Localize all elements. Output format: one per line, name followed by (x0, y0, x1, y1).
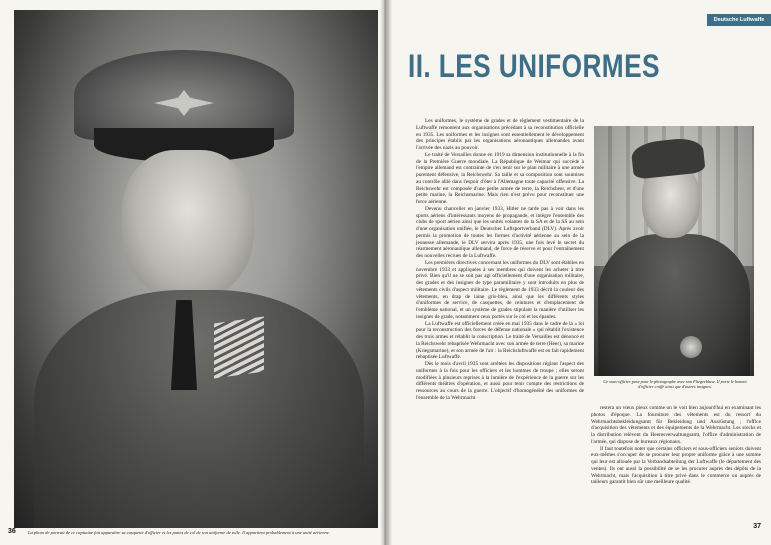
paragraph: La Luftwaffe est officiellement créée en mai 1935 dans le cadre de la « loi pour la reconstruction des forces de défense nationale » qui rétablit l'existence des trois armes et rétablit la conscription. Le traité de Versailles est dénoncé et la Reichswehr rebaptisée Wehrmacht avec son armée de terre (Heer), sa marine (Kriegsmarine), et son armée de l'air : la Reichsluftwaffe est en fait rapidement rebaptisée Luftwaffe. (416, 320, 585, 361)
text-column-right (591, 405, 761, 486)
right-photo-caption: Ce sous-officier pose pour le photographe avec son Fliegerbluse. Il porte le bonnet d'officier coiffé ainsi que d'autres insignes. (603, 379, 747, 390)
uniform-jacket (34, 290, 364, 528)
uniform-jacket (598, 234, 750, 376)
soldier-photo (594, 126, 754, 376)
paragraph: Les uniformes, le système de grades et de règlement vestimentaire de la Luftwaffe remontent aux organisations précédant à sa reconstitution officielle en 1935. Les uniformes et les insignes sont essentiellement le développement des principes établis par les organisations aéronautiques allemandes avant l'arrivée des nazis au pouvoir. (416, 118, 584, 151)
section-tab: Deutsche Luftwaffe (707, 14, 771, 26)
portrait-photo (14, 10, 378, 528)
left-page-number: 36 (8, 528, 16, 535)
paragraph: Devenu chancelier en janvier 1933, Hitler ne tarde pas à voir dans les sports aériens d'intéressants moyens de propagande, et intègre l'ensemble des clubs de sport aérien ainsi que les unités volantes de la SA et de la SS au sein d'une organisation unifiée, le Deutscher Luftsportverband (DLV). Après avoir permis la promotion de toutes les formes d'activité aérienne au sein de la jeunesse allemande, le DLV servira après 1935, une fois levé le secret du réarmement aéronautique allemand, de force de réserve et pour l'entraînement des nouvelles recrues de la Luftwaffe. (416, 205, 584, 259)
paragraph: Dès le mois d'avril 1935 sont arrêtées les dispositions réglant l'aspect des uniformes à la fois pour les officiers et les hommes de troupe ; elles seront modifiées à plusieurs reprises à la lumière de l'expérience de la guerre sur les différents théâtres d'opération, et aussi pour tenir compte des restrictions de ressources au cours de la guerre. L'objectif d'homogénéité des uniformes de l'ensemble de la Wehrmacht (416, 361, 584, 401)
face (122, 150, 254, 300)
chapter-title: II. LES UNIFORMES (408, 48, 660, 84)
right-page-number: 37 (753, 523, 761, 530)
text-column-left (416, 118, 584, 402)
collar-patch (214, 316, 264, 378)
book-gutter (380, 0, 392, 545)
paragraph: Le traité de Versailles donne en 1919 sa dimension institutionnelle à la fin de la Première Guerre mondiale. La République de Weimar qui succède à l'empire allemand est contrainte de s'en tenir sur le plan militaire à une armée purement défensive, la Reichswehr. Sa taille et sa composition sont soumises au contrôle allié dans l'espoir d'ôter à l'Allemagne toute capacité offensive. La Reichswehr est composée d'une petite armée de terre, la Reichsheer, et d'une petite marine, la Reichsmarine. Mais rien n'est prévu pour reconstituer une force aérienne. (416, 151, 584, 205)
paragraph: Les premières directives concernant les uniformes du DLV sont établies en novembre 1933 et appliquées à ses membres qui doivent les acheter à titre privé. Bien qu'il ne se soit pas agi officiellement d'une organisation militaire, des grades et des insignes de type paramilitaire y sont introduits en plus de vêtements civils d'aspect militaire. Le règlement de 1933 décrit la couleur des vêtements, en drap de laine gris-bleu, ainsi que les différents styles d'uniformes de service, de casquettes, de ceintures et d'emplacement de l'emblème national, et un système de grades stipulant la manière d'utiliser les insignes de grade, notamment ceux portés sur le col et les épaules. (416, 259, 584, 320)
paragraph: Il faut toutefois noter que certains officiers et sous-officiers seniors doivent eux-mêmes s'occuper de se procurer leur propre uniforme grâce à une somme qui leur est allouée par la Verbandsabteilung der Luftwaffe (le département des ventes). Ils ont aussi la possibilité de se les procurer auprès des dépôts de la Wehrmacht, mais l'acquisition à titre privé dans le commerce ou auprès de tailleurs garantit bien sûr une meilleure qualité. (591, 445, 761, 486)
paragraph: restera un vœux pieux comme on le voit bien aujourd'hui en examinant les photos d'époque. La fourniture des vêtements est du ressort du Wehrmachtsbekleidungsamt für Bekleidung und Ausrüstung ; l'office d'acquisition des vêtements et des équipements de la Wehrmacht. Les stocks et la distribution relèvent du Heeresverwaltungsamt, l'office d'administration de l'armée, qui dispose de bureaux régionaux. (591, 405, 761, 445)
left-page (0, 0, 384, 545)
left-photo-caption: La photo de portrait de ce capitaine fait apparaître sa casquette d'officier et les pattes de col de son uniforme de toile. Il appartient probablement à une unité aérienne. (28, 530, 330, 535)
badge-icon (680, 336, 702, 358)
right-page (386, 0, 771, 545)
